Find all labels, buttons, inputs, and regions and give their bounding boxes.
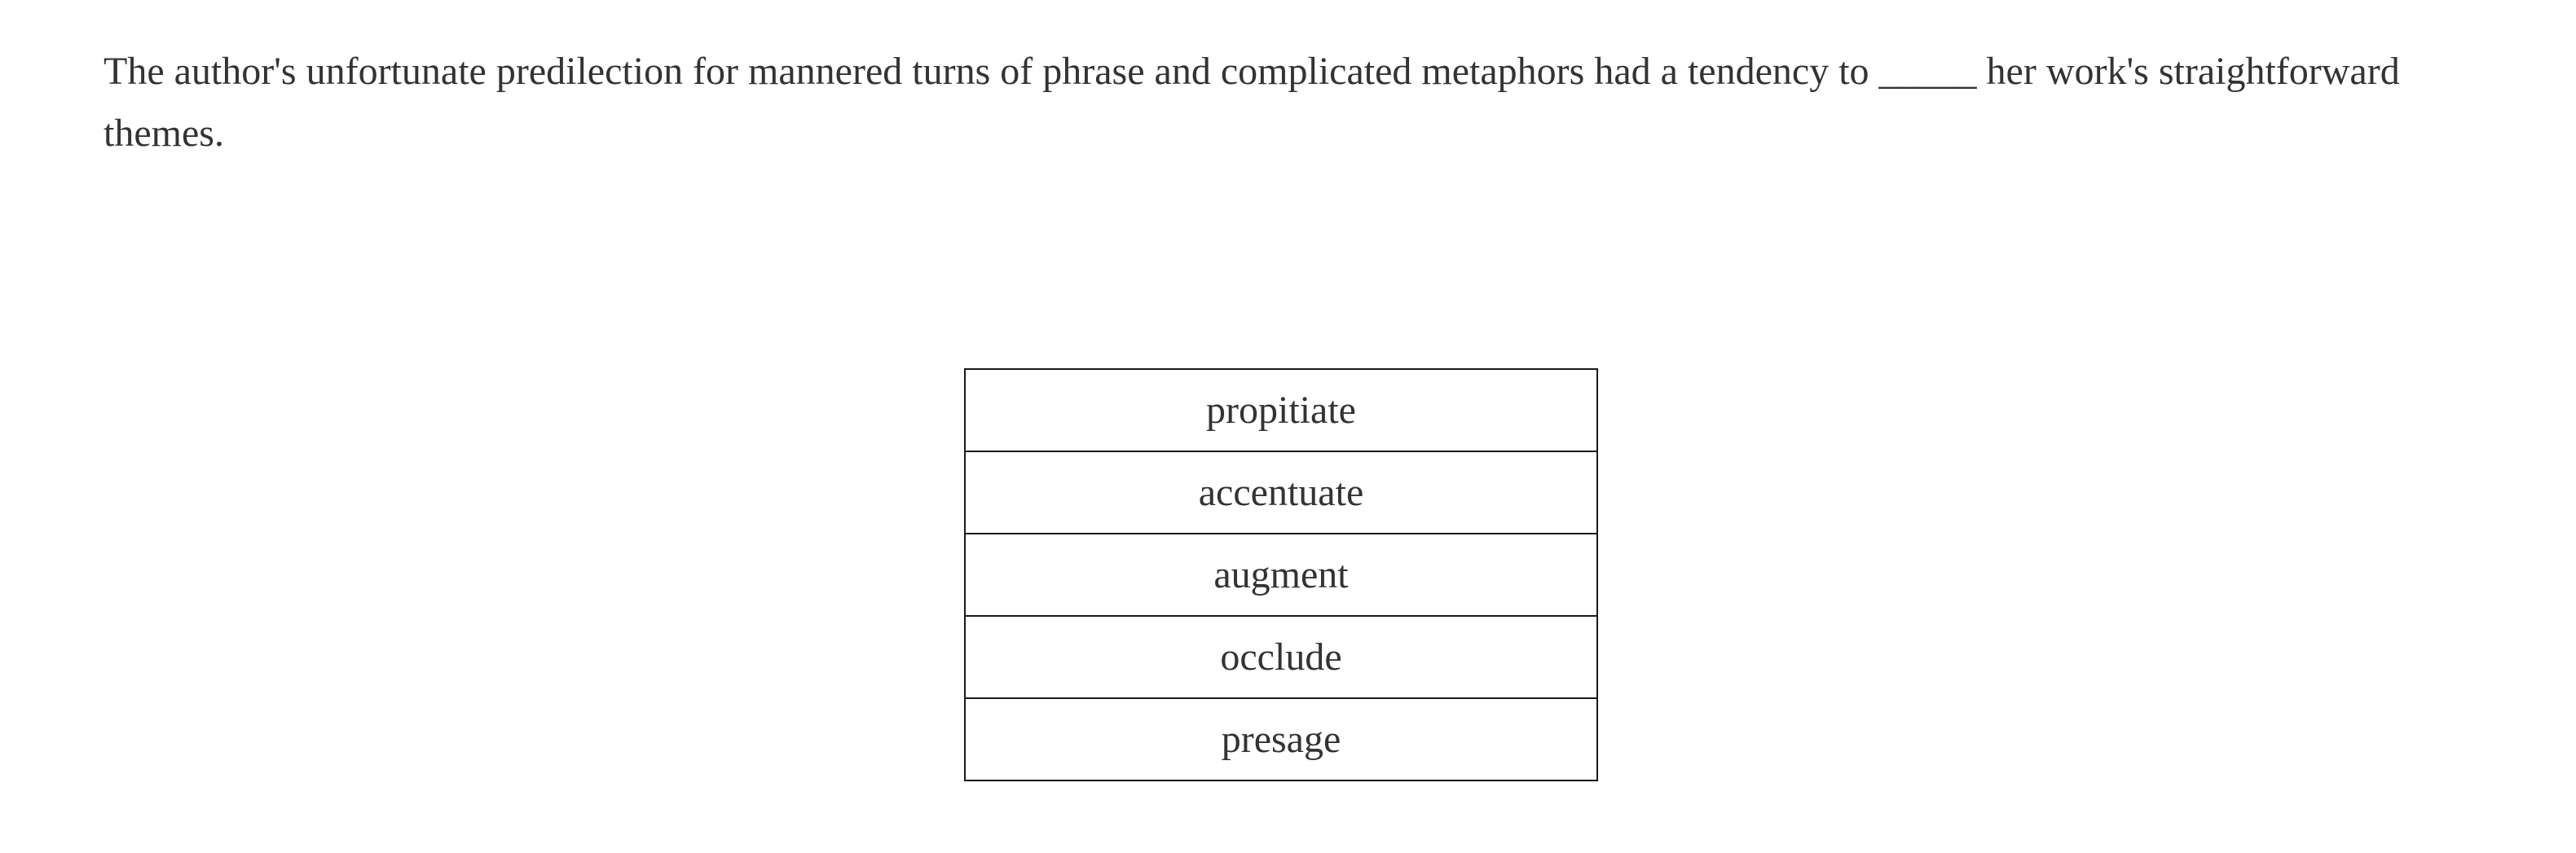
choice-option[interactable]: propitiate xyxy=(965,369,1597,451)
choice-row[interactable] xyxy=(965,698,1597,780)
choice-option[interactable]: occlude xyxy=(965,616,1597,698)
choice-option[interactable]: augment xyxy=(965,534,1597,616)
answer-choices-table xyxy=(964,368,1598,781)
choice-option[interactable]: accentuate xyxy=(965,451,1597,534)
choice-row[interactable] xyxy=(965,534,1597,616)
question-text xyxy=(103,41,2516,165)
choice-row[interactable] xyxy=(965,616,1597,698)
choice-row[interactable] xyxy=(965,369,1597,451)
question-stem-end: her work's straightforward themes. xyxy=(103,50,2400,155)
answer-blank: _____ xyxy=(1878,50,1977,93)
choice-option[interactable]: presage xyxy=(965,698,1597,780)
choice-row[interactable] xyxy=(965,451,1597,534)
question-stem-start: The author's unfortunate predilection for mannered turns of phrase and complicated metaphors had a tendency to xyxy=(103,50,1869,93)
